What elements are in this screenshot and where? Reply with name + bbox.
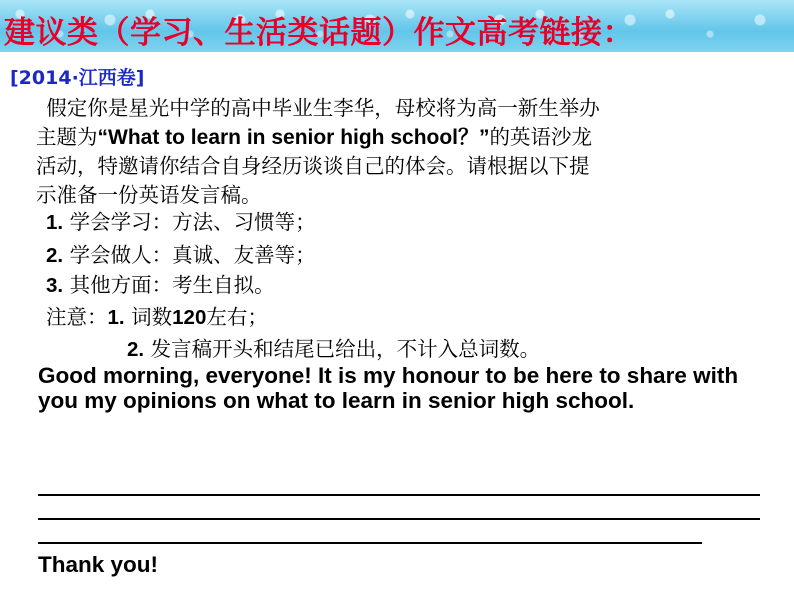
speech-opening: Good morning, everyone! It is my honour to be here to share with you my opinions on what to learn in senior high school. xyxy=(38,363,739,413)
note-2: 2. 发言稿开头和结尾已给出，不计入总词数。 xyxy=(127,337,541,361)
hint-item-2: 2. 学会做人：真诚、友善等； xyxy=(46,243,316,267)
exam-source: [2014·江西卷] xyxy=(10,67,145,89)
prompt-line-4: 示准备一份英语发言稿。 xyxy=(36,183,262,207)
hint-item-1: 1. 学会学习：方法、习惯等； xyxy=(46,210,316,234)
page-title: 建议类（学习、生活类话题）作文高考链接： xyxy=(4,15,634,51)
hint-item-3: 3. 其他方面：考生自拟。 xyxy=(46,273,275,297)
prompt-line-3: 活动，特邀请你结合自身经历谈谈自己的体会。请根据以下提 xyxy=(36,154,590,178)
answer-line-2 xyxy=(38,518,760,520)
note-1: 注意：1. 词数120左右； xyxy=(46,305,268,329)
prompt-line-2: 主题为“What to learn in senior high school？”的英语沙龙 xyxy=(36,125,593,149)
prompt-line-1: 假定你是星光中学的高中毕业生李华，母校将为高一新生举办 xyxy=(46,96,600,120)
speech-closing: Thank you! xyxy=(38,552,159,577)
title-banner xyxy=(0,0,794,52)
answer-line-1 xyxy=(38,494,760,496)
salon-theme: “What to learn in senior high school？” xyxy=(97,126,490,149)
task-prompt xyxy=(36,94,766,210)
answer-line-3 xyxy=(38,542,702,544)
